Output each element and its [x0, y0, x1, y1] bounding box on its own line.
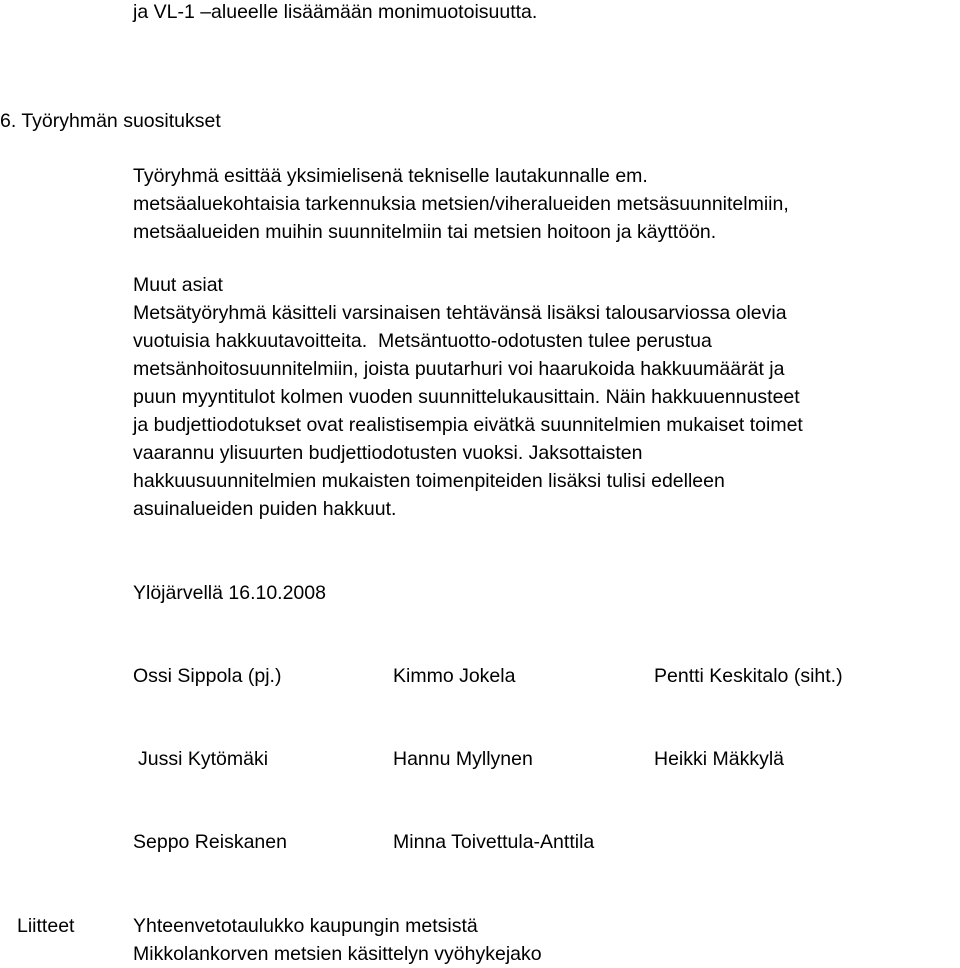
paragraph-line: puun myyntitulot kolmen vuoden suunnittelukausittain. Näin hakkuuennusteet	[133, 386, 800, 408]
paragraph-line: metsäalueiden muihin suunnitelmiin tai metsien hoitoon ja käyttöön.	[133, 221, 717, 243]
carried-over-line: ja VL-1 –alueelle lisäämään monimuotoisuutta.	[133, 1, 538, 23]
signature-name: Pentti Keskitalo (siht.)	[654, 665, 843, 687]
signature-name: Heikki Mäkkylä	[654, 748, 785, 770]
signature-name: Hannu Myllynen	[393, 748, 533, 770]
paragraph-line: metsäaluekohtaisia tarkennuksia metsien/viheralueiden metsäsuunnitelmiin,	[133, 193, 789, 215]
signature-name: Ossi Sippola (pj.)	[133, 665, 282, 687]
paragraph-line: vuotuisia hakkuutavoitteita. Metsäntuotto-odotusten tulee perustua	[133, 330, 712, 352]
place-date: Ylöjärvellä 16.10.2008	[133, 582, 326, 604]
paragraph-line: Työryhmä esittää yksimielisenä tekniselle lautakunnalle em.	[133, 165, 648, 187]
paragraph-line: ja budjettiodotukset ovat realistisempia eivätkä suunnitelmien mukaiset toimet	[133, 414, 803, 436]
paragraph-line: hakkuusuunnitelmien mukaisten toimenpiteiden lisäksi tulisi edelleen	[133, 470, 725, 492]
attachments-list	[133, 912, 542, 968]
signature-name: Minna Toivettula-Anttila	[393, 831, 595, 853]
other-matters-heading: Muut asiat	[133, 274, 223, 296]
paragraph-line: vaarannu ylisuurten budjettiodotusten vuoksi. Jaksottaisten	[133, 442, 643, 464]
signature-name: Jussi Kytömäki	[138, 748, 269, 770]
recommendation-paragraph	[133, 162, 789, 246]
attachments-label: Liitteet	[17, 915, 75, 937]
attachment-item: Mikkolankorven metsien käsittelyn vyöhykejako	[133, 943, 542, 965]
signature-name: Seppo Reiskanen	[133, 831, 287, 853]
signature-name: Kimmo Jokela	[393, 665, 516, 687]
paragraph-line: asuinalueiden puiden hakkuut.	[133, 498, 397, 520]
other-matters-section	[133, 271, 803, 523]
attachment-item: Yhteenvetotaulukko kaupungin metsistä	[133, 915, 478, 937]
section-title: 6. Työryhmän suositukset	[0, 110, 221, 132]
paragraph-line: metsänhoitosuunnitelmiin, joista puutarhuri voi haarukoida hakkuumäärät ja	[133, 358, 785, 380]
paragraph-line: Metsätyöryhmä käsitteli varsinaisen tehtävänsä lisäksi talousarviossa olevia	[133, 302, 787, 324]
